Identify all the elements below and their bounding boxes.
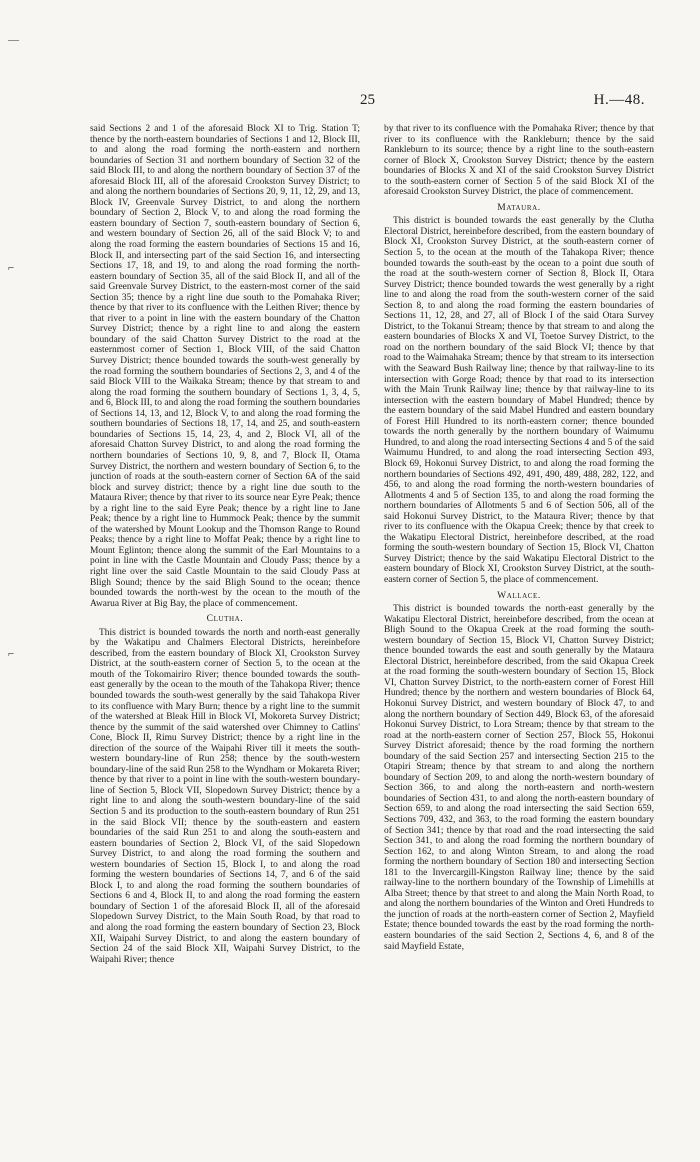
- page-header: [90, 92, 645, 114]
- section-title-wallace: Wallace.: [497, 590, 541, 601]
- margin-mark: —: [8, 34, 19, 46]
- margin-mark: ⌐: [8, 262, 15, 274]
- text-columns: [90, 124, 654, 1144]
- right-column: [384, 124, 654, 1144]
- paragraph: This district is bounded towards the north-east generally by the Wakatipu Electoral District, hereinbefore described, from the ocean at Bligh Sound to the Okapua Creek at the road forming the south-western boundary of Section 15, Block VI, Chatton Survey District; thence bounded towards the east and south generally by the Mataura Electoral District, hereinbefore described, from the said Okapua Creek at the road forming the south-western boundary of Section 15, Block VI, Chatton Survey District, to the north-eastern corner of Forest Hill Hundred; thence by the northern and western boundaries of Block 64, Hokonui Survey District, and western boundary of Block 47, to and along the northern boundary of Section 449, Block 63, of the aforesaid Hokonui Survey District, to Lora Stream; thence by that stream to the road at the north-eastern corner of Section 257, Block 55, Hokonui Survey District aforesaid; thence by the road forming the northern boundary of the said Section 257 and intersecting Section 215 to the Otapiri Stream; thence by that stream to and along the northern boundary of Section 209, to and along the north-western boundary of Section 366, to and along the north-eastern and north-western boundaries of Section 431, to and along the north-eastern boundary of Section 659, to and along the road intersecting the said Section 659, Sections 709, 432, and 363, to the road forming the eastern boundary of Section 341; thence by that road and the road intersecting the said Section 341, to and along the road forming the northern boundary of Section 162, to and along Winton Stream, to and along the road forming the northern boundary of Section 180 and intersecting Section 181 to the Invercargill-Kingston Railway line; thence by the said railway-line to the northern boundary of the Township of Limehills at Alba Street; thence by that street to and along the Main North Road, to and along the northern boundaries of the Winton and Oreti Hundreds to the junction of roads at the north-eastern corner of Section 2, Mayfield Estate; thence bounded towards the east by the road forming the north-eastern boundaries of the said Section 2, Sections 4, 6, and 8 of the said Mayfield Estate,: [384, 604, 654, 952]
- section-title-clutha: Clutha.: [206, 614, 244, 625]
- paragraph: said Sections 2 and 1 of the aforesaid Block XI to Trig. Station T; thence by the north-eastern boundaries of Sections 1 and 12, Block III, to and along the road forming the north-eastern and northern boundaries of Section 31 and northern boundary of Section 32 of the said Block III, to and along the northern boundary of Section 37 of the aforesaid Block III, all of the aforesaid Crookston Survey District; to and along the northern boundaries of Sections 20, 9, 11, 12, 29, and 13, Block IV, Greenvale Survey District, to and along the northern boundary of Section 2, Block V, to and along the road forming the eastern boundary of Section 7, south-eastern boundary of Section 6, and western boundary of Section 26, all of the said Block V; to and along the road forming the eastern boundaries of Sections 15 and 16, Block II, and intersecting part of the said Section 16, and intersecting Sections 17, 18, and 19, to and along the road forming the north-eastern boundary of Section 35, all of the said Block II, and all of the said Greenvale Survey District, to the eastern-most corner of the said Section 35; thence by a right line due south to the Pomahaka River; thence by that river to its confluence with the Leithen River; thence by that river to a point in line with the eastern boundary of the Chatton Survey District; thence by a right line to and along the eastern boundary of the said Chatton Survey District to the road at the easternmost corner of Section 1, Block VIII, of the said Chatton Survey District; thence bounded towards the south-west generally by the road forming the southern boundaries of Sections 2, 3, and 4 of the said Block VIII to the Waikaka Stream; thence by that stream to and along the road forming the southern boundary of Sections 1, 3, 4, 5, and 6, Block III, to and along the road forming the southern boundaries of Sections 14, 13, and 12, Block V, to and along the road forming the southern boundaries of Sections 18, 17, 14, and 25, and south-eastern boundaries of Sections 15, 14, 23, 4, and 2, Block VI, all of the aforesaid Chatton Survey District, to and along the road forming the northern boundaries of Sections 10, 9, 8, and 7, Block II, Otama Survey District, the northern and western boundary of Section 6, to the junction of roads at the south-eastern corner of Section 6A of the said block and survey district; thence by a right line due south to the Mataura River; thence by that river to its source near Eyre Peak; thence by a right line to the said Eyre Peak; thence by a right line to Jane Peak; thence by a right line to Hummock Peak; thence by the summit of the watershed by Mount Lookup and the Thomson Range to Round Peaks; thence by a right line to Moffat Peak; thence by a right line to Mount Eglinton; thence along the summit of the Earl Mountains to a point in line with the Castle Mountain and Cloudy Pass; thence by a right line over the said Castle Mountain to the said Cloudy Pass at Bligh Sound; thence by the said Bligh Sound to the ocean; thence bounded towards the north-west by the ocean to the mouth of the Awarua River at Big Bay, the place of commencement.: [90, 124, 360, 609]
- margin-mark: ⌐: [8, 648, 15, 660]
- left-column: [90, 124, 360, 1144]
- section-title-mataura: Mataura.: [497, 202, 541, 213]
- paragraph: This district is bounded towards the east generally by the Clutha Electoral District, hereinbefore described, from the eastern boundary of Block XI, Crookston Survey District, at the south-eastern corner of Section 5, to the ocean at the mouth of the Tahakopa River; thence bounded towards the south-east by the ocean to a point due south of the road at the south-western corner of Section 8, Block II, Otara Survey District; thence bounded towards the west generally by a right line to and along the road from the south-western corner of the said Section 8, to and along the road forming the eastern boundaries of Sections 11, 12, 28, and 27, all of Block I of the said Otara Survey District, to the Tokanui Stream; thence by that stream to and along the eastern boundaries of Blocks X and VI, Toetoe Survey District, to the road on the northern boundary of the said Block VI; thence by that road to the Waimahaka Stream; thence by that stream to its intersection with the Seaward Bush Railway line; thence by that railway-line to its intersection with Gorge Road; thence by that road to its intersection with the Main Trunk Railway line; thence by that railway-line to its intersection with the eastern boundary of Mabel Hundred; thence by the eastern boundary of the said Mabel Hundred and eastern boundary of Forest Hill Hundred to its north-eastern corner; thence bounded towards the north generally by the northern boundary of Waimumu Hundred, to and along the road intersecting Sections 4 and 5 of the said Waimumu Hundred, to and along the road intersecting Section 493, Block 69, Hokonui Survey District, to and along the road forming the northern boundaries of Sections 492, 491, 490, 489, 488, 282, 122, and 456, to and along the road forming the north-western boundaries of Allotments 4 and 5 of Section 135, to and along the road forming the northern boundaries of Allotments 5 and 6 of Section 506, all of the said Hokonui Survey District, to the Mataura River; thence by that river to its confluence with the Okapua Creek; thence by that creek to the Wakatipu Electoral District, hereinbefore described, at the road forming the south-western boundary of Section 15, Block VI, Chatton Survey District; thence by the said Wakatipu Electoral District to the eastern boundary of Block XI, Crookston Survey District, at the south-eastern corner of Section 5, the place of commencement.: [384, 216, 654, 585]
- paragraph: This district is bounded towards the north and north-east generally by the Wakatipu and Chalmers Electoral Districts, hereinbefore described, from the eastern boundary of Block XI, Crookston Survey District, at the south-eastern corner of Section 5, to the ocean at the mouth of the Tokomairiro River; thence bounded towards the south-east generally by the ocean to the mouth of the Tahakopa River; thence bounded towards the south-west generally by the said Tahakopa River to its confluence with Mary Burn; thence by a right line to the summit of the watershed at Bleak Hill in Block VI, Mokoreta Survey District; thence by the summit of the said watershed over Chimney to Catlins' Cone, Block II, Rimu Survey District; thence by a right line in the direction of the source of the Waipahi River till it meets the south-western boundary-line of Run 258; thence by the south-western boundary-line of the said Run 258 to the Wyndham or Mokareta River; thence by that river to a point in line with the south-western boundary-line of Section 5, Block VII, Slopedown Survey District; thence by a right line to and along the south-western boundary-line of the said Section 5 and its production to the south-eastern boundary of Run 251 in the said Block VII; thence by the south-eastern and eastern boundaries of the said Run 251 to and along the south-eastern and eastern boundaries of Section 2, Block VI, of the said Slopedown Survey District, to and along the road forming the southern and western boundaries of Section 15, Block I, to and along the road forming the western boundaries of Sections 14, 7, and 6 of the said Block I, to and along the road forming the southern boundaries of Sections 6 and 4, Block II, to and along the road forming the eastern boundary of Section 1 of the aforesaid Block II, all of the aforesaid Slopedown Survey District, to the Main South Road, by that road to and along the road forming the eastern boundary of Section 23, Block XII, Waipahi Survey District, to and along the eastern boundary of Section 24 of the said Block XII, Waipahi Survey District, to the Waipahi River; thence: [90, 627, 360, 965]
- document-reference: H.—48.: [593, 92, 645, 108]
- page-number: 25: [360, 92, 375, 108]
- paragraph: by that river to its confluence with the Pomahaka River; thence by that river to its confluence with the Rankleburn; thence by the said Rankleburn to its source; thence by a right line to the south-eastern corner of Block X, Crookston Survey District; thence by the eastern boundaries of Blocks X and XI of the said Crookston Survey District to the south-eastern corner of Section 5 of the said Block XI of the aforesaid Crookston Survey District, the place of commencement.: [384, 124, 654, 198]
